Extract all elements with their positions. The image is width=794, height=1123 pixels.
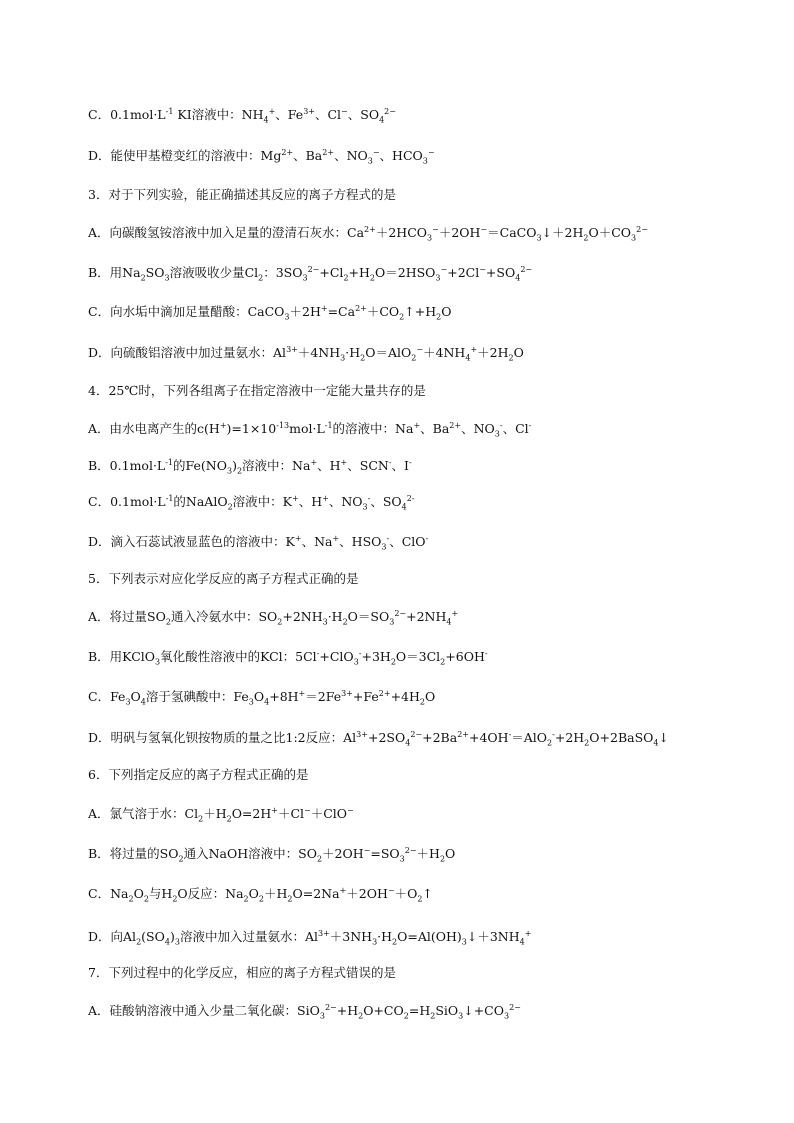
- text-line-q5-d: D．明矾与氢氧化钡按物质的量之比1:2反应：$Al^{3+}+2SO_4^{2-}+2Ba^{2+}+4OH^-=AlO_2^-+2H_2O+2BaSO_4↓$: [88, 729, 669, 748]
- text-line-q7: 7．下列过程中的化学反应，相应的离子方程式错误的是: [88, 965, 396, 980]
- text-line-q4-d: D．滴入石蕊试液显蓝色的溶液中：K+、Na+、$HSO_3^-$、ClO-: [88, 533, 429, 552]
- text-line-q4-b: B．$0.1mol\cdot L^{-1}$的$Fe(NO_3)_2$溶液中：Na+、H+、SCN-、I-: [88, 457, 412, 476]
- text-line-q3: 3．对于下列实验，能正确描述其反应的离子方程式的是: [88, 187, 396, 202]
- text-line-d-opt-2: D．能使甲基橙变红的溶液中：$Mg^{2+}$、$Ba^{2+}$、$NO_3^-$、$HCO_3^-$: [88, 147, 435, 166]
- text-line-q4: 4．25℃时，下列各组离子在指定溶液中一定能大量共存的是: [88, 383, 426, 398]
- text-line-q3-c: C．向水垢中滴加足量醋酸：$CaCO_3+2H^+=Ca^{2+}+CO_2↑+H_2O$: [88, 303, 452, 322]
- text-line-q6: 6．下列指定反应的离子方程式正确的是: [88, 767, 309, 782]
- text-line-q3-d: D．向硫酸铝溶液中加过量氨水：$Al^{3+}+4NH_3\cdot H_2O=AlO_2^-+4NH_4^++2H_2O$: [88, 344, 524, 363]
- text-line-q7-a: A．硅酸钠溶液中通入少量二氧化碳：$SiO_3^{2-}+H_2O+CO_2=H_2SiO_3↓+CO_3^{2-}$: [88, 1002, 521, 1021]
- text-line-q3-b: B．用$Na_2SO_3$溶液吸收少量$Cl_2$：$3SO_3^{2-}+Cl_2+H_2O=2HSO_3^-+2Cl^-+SO_4^{2-}$: [88, 264, 533, 283]
- text-line-q3-a: A．向碳酸氢铵溶液中加入足量的澄清石灰水：$Ca^{2+}+2HCO_3^-+2OH^-=CaCO_3↓+2H_2O+CO_3^{2-}$: [88, 224, 648, 243]
- text-line-q5-a: A．将过量$SO_2$通入冷氨水中：$SO_2+2NH_3\cdot H_2O=SO_3^{2-}+2NH_4^+$: [88, 608, 459, 627]
- text-line-q6-c: C．$Na_2O_2$与$H_2O$反应：$Na_2O_2+H_2O=2Na^++2OH^-+O_2↑$: [88, 885, 433, 904]
- text-line-q6-d: D．向$Al_2(SO_4)_3$溶液中加入过量氨水：$Al^{3+}+3NH_3\cdot H_2O=Al(OH)_3↓+3NH_4^+$: [88, 928, 532, 947]
- text-line-q5: 5．下列表示对应化学反应的离子方程式正确的是: [88, 571, 359, 586]
- text-line-q4-a: A．由水电离产生的$c(H^+)=1\times 10^{-13}mol\cdot L^{-1}$的溶液中：Na+、$Ba^{2+}$、$NO_3^-$、Cl-: [88, 420, 532, 439]
- text-line-q4-c: C．$0.1mol\cdot L^{-1}$的NaAlO$_2$溶液中：K+、H+、$NO_3^-$、$SO_4^{2-}$: [88, 493, 415, 512]
- text-line-q6-a: A．氯气溶于水：$Cl_2+H_2O=2H^++Cl^-+ClO^-$: [88, 805, 354, 824]
- text-line-q5-b: B．用KClO$_3$氧化酸性溶液中的KCl：$5Cl^-+ClO_3^-+3H_2O=3Cl_2+6OH^-$: [88, 648, 488, 667]
- text-line-q6-b: B．将过量的$SO_2$通入NaOH溶液中：$SO_2+2OH^-=SO_3^{2-}+H_2O$: [88, 845, 456, 864]
- text-line-c-opt-2: C．$0.1mol\cdot L^{-1}$ KI溶液中：$NH_4^+$、$Fe^{3+}$、Cl−、$SO_4^{2-}$: [88, 106, 396, 125]
- text-line-q5-c: C．$Fe_3O_4$溶于氢碘酸中：$Fe_3O_4+8H^+=2Fe^{3+}+Fe^{2+}+4H_2O$: [88, 688, 436, 707]
